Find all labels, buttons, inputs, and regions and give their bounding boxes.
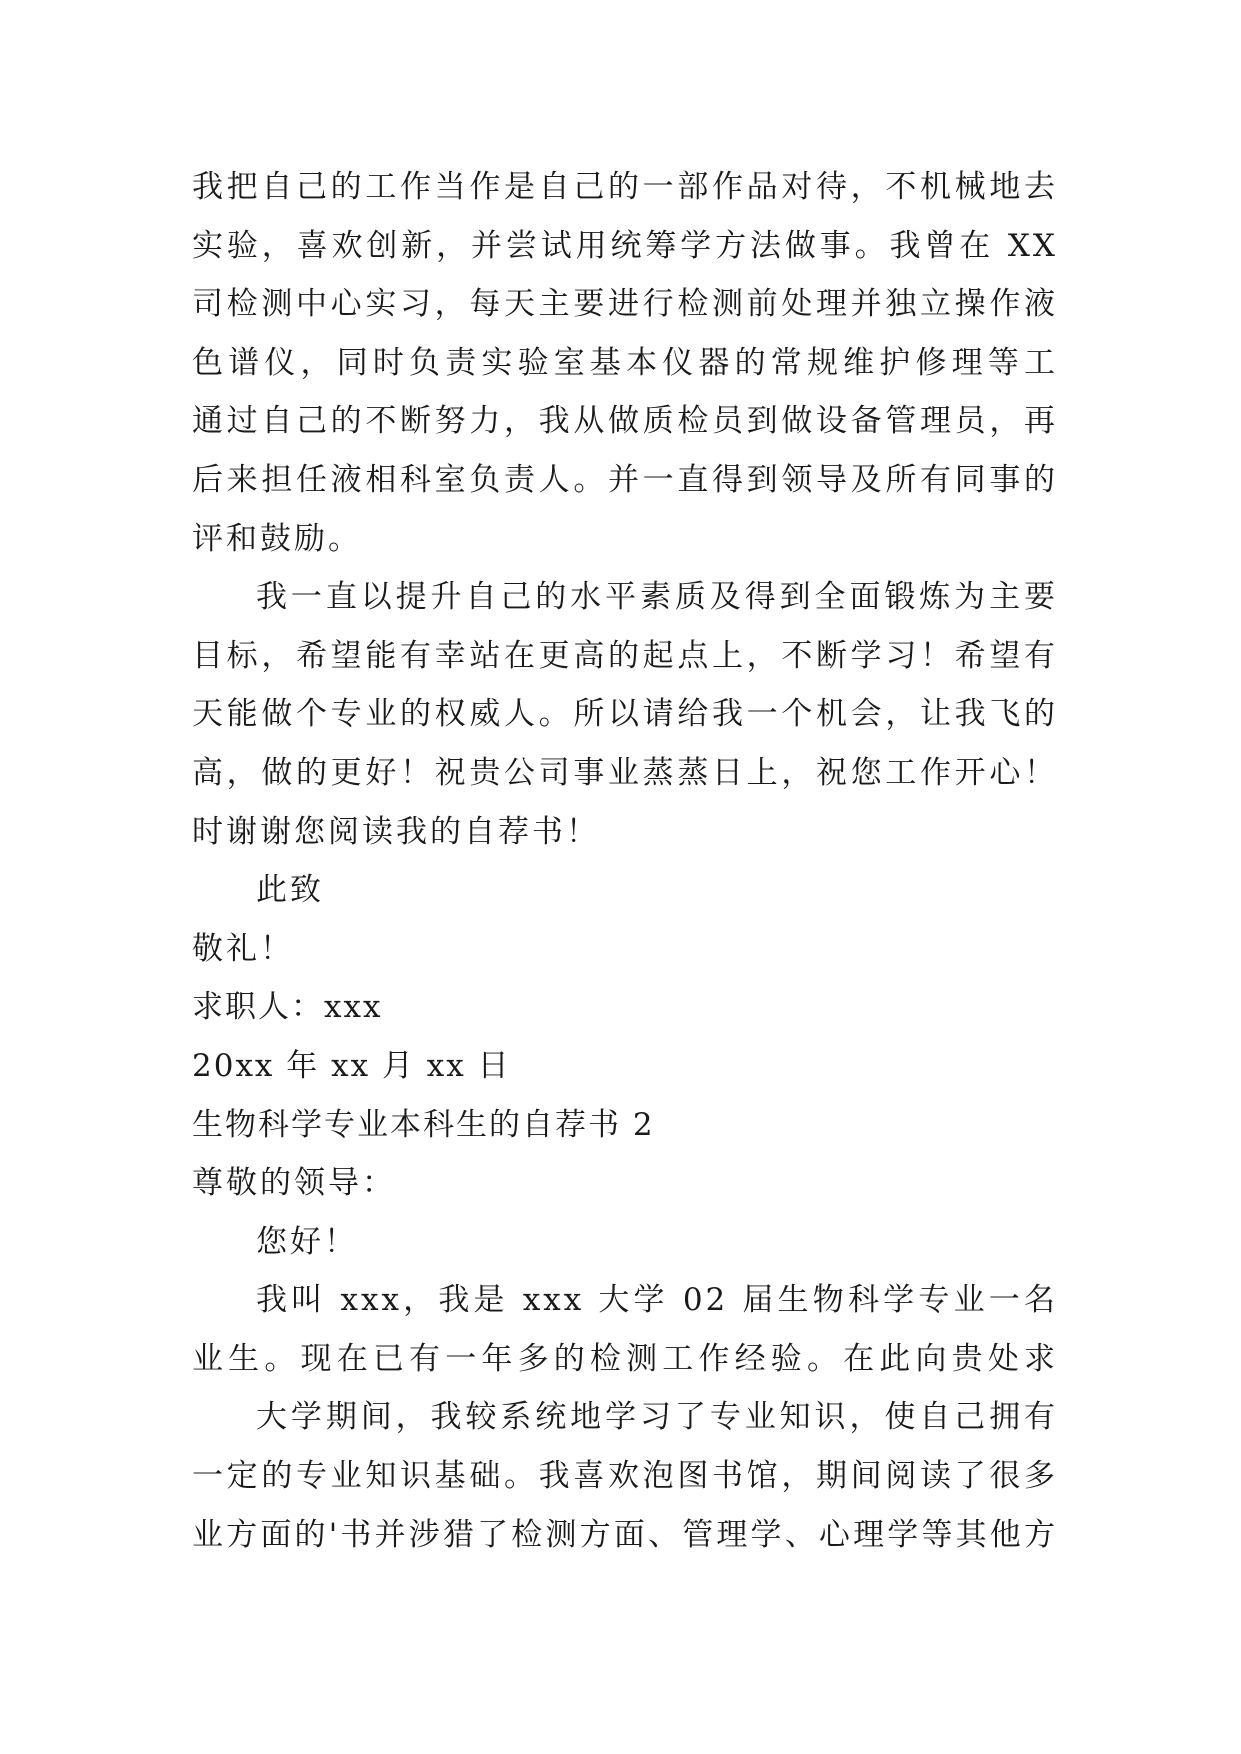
closing-regards: 敬礼！: [192, 930, 294, 967]
greeting-hello: 您好！: [256, 1223, 358, 1260]
text-line: 目标，希望能有幸站在更高的起点上，不断学习！希望有: [192, 637, 1058, 674]
text-line: 通过自己的不断努力，我从做质检员到做设备管理员，再: [192, 403, 1058, 440]
text-line: 我叫 xxx，我是 xxx 大学 02 届生物科学专业一名: [256, 1282, 1058, 1319]
applicant-name: 求职人：xxx: [192, 989, 383, 1026]
text-line: 我一直以提升自己的水平素质及得到全面锻炼为主要: [256, 579, 1058, 616]
document-body: [192, 158, 1058, 1564]
text-line: 评和鼓励。: [192, 520, 362, 557]
text-line: 大学期间，我较系统地学习了专业知识，使自己拥有: [256, 1399, 1058, 1436]
greeting-recipient: 尊敬的领导：: [192, 1165, 396, 1202]
text-line: 实验，喜欢创新，并尝试用统筹学方法做事。我曾在 XX: [192, 227, 1058, 264]
text-line: 色谱仪，同时负责实验室基本仪器的常规维护修理等工: [192, 344, 1058, 381]
text-line: 高，做的更好！祝贵公司事业蒸蒸日上，祝您工作开心！: [192, 754, 1058, 791]
text-line: 天能做个专业的权威人。所以请给我一个机会，让我飞的: [192, 696, 1058, 733]
text-line: 后来担任液相科室负责人。并一直得到领导及所有同事的: [192, 461, 1058, 498]
text-line: 时谢谢您阅读我的自荐书！: [192, 813, 600, 850]
text-line: 业方面的'书并涉猎了检测方面、管理学、心理学等其他方: [192, 1516, 1058, 1553]
text-line: 我把自己的工作当作是自己的一部作品对待，不机械地去: [192, 169, 1058, 205]
text-line: 业生。现在已有一年多的检测工作经验。在此向贵处求: [192, 1340, 1058, 1377]
closing-salutation: 此致: [256, 872, 324, 909]
text-line: 一定的专业知识基础。我喜欢泡图书馆，期间阅读了很多: [192, 1458, 1058, 1495]
letter-date: 20xx 年 xx 月 xx 日: [192, 1047, 511, 1084]
text-line: 司检测中心实习，每天主要进行检测前处理并独立操作液: [192, 286, 1058, 323]
section-title: 生物科学专业本科生的自荐书 2: [192, 1106, 655, 1143]
